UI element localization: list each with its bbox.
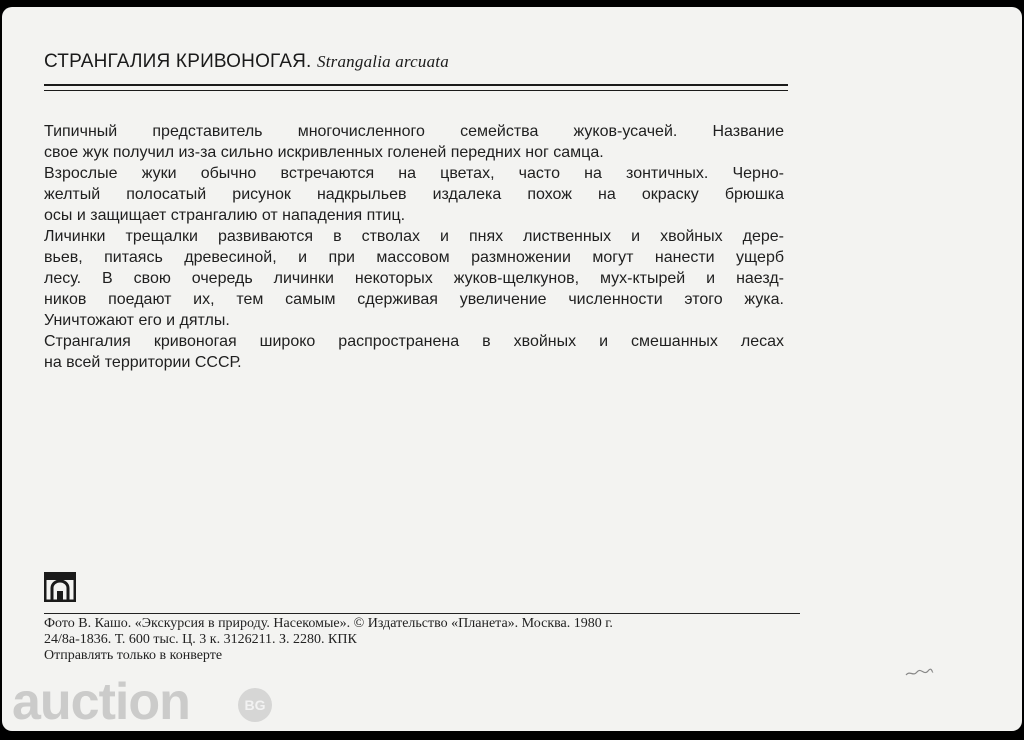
description-line: Типичный представитель многочисленного семейства жуков-усачей. Название [44, 123, 784, 140]
description-line: Уничтожают его и дятлы. [44, 312, 230, 329]
card-title [44, 51, 449, 73]
postcard-back [2, 7, 1022, 731]
imprint [44, 616, 613, 664]
description-line: на всей территории СССР. [44, 354, 242, 371]
description-line: ников поедают их, тем самым сдерживая увеличение численности этого жука. [44, 291, 784, 308]
description-line: Личинки трещалки развиваются в стволах и пнях лиственных и хвойных дере- [44, 228, 784, 245]
title-latin: Strangalia arcuata [317, 52, 449, 71]
watermark-badge: BG [238, 688, 272, 722]
description-line: лесу. В свою очередь личинки некоторых жуков-щелкунов, мух-ктырей и наезд- [44, 270, 784, 287]
footer-rule [44, 613, 800, 614]
description-line: Взрослые жуки обычно встречаются на цветах, часто на зонтичных. Черно- [44, 165, 784, 182]
title-rule-top [44, 84, 788, 86]
imprint-line: Отправлять только в конверте [44, 648, 223, 663]
watermark-text: auction [12, 673, 190, 731]
title-cyrillic: СТРАНГАЛИЯ КРИВОНОГАЯ. [44, 51, 312, 72]
description-line: вьев, питаясь древесиной, и при массовом размножении могут нанести ущерб [44, 249, 784, 266]
publisher-logo-icon [44, 572, 76, 602]
title-rule-bottom [44, 90, 788, 91]
imprint-line: Фото В. Кашо. «Экскурсия в природу. Насекомые». © Издательство «Планета». Москва. 1980 г. [44, 616, 613, 631]
description-line: Странгалия кривоногая широко распространена в хвойных и смешанных лесах [44, 333, 784, 350]
description-line: свое жук получил из-за сильно искривленных голеней передних ног самца. [44, 144, 604, 161]
pencil-mark-icon [904, 667, 934, 679]
description-line: осы и защищает странгалию от нападения птиц. [44, 207, 406, 224]
description-text [44, 121, 784, 373]
imprint-line: 24/8а-1836. Т. 600 тыс. Ц. 3 к. 3126211. З. 2280. КПК [44, 632, 357, 647]
description-line: желтый полосатый рисунок надкрыльев издалека похож на окраску брюшка [44, 186, 784, 203]
